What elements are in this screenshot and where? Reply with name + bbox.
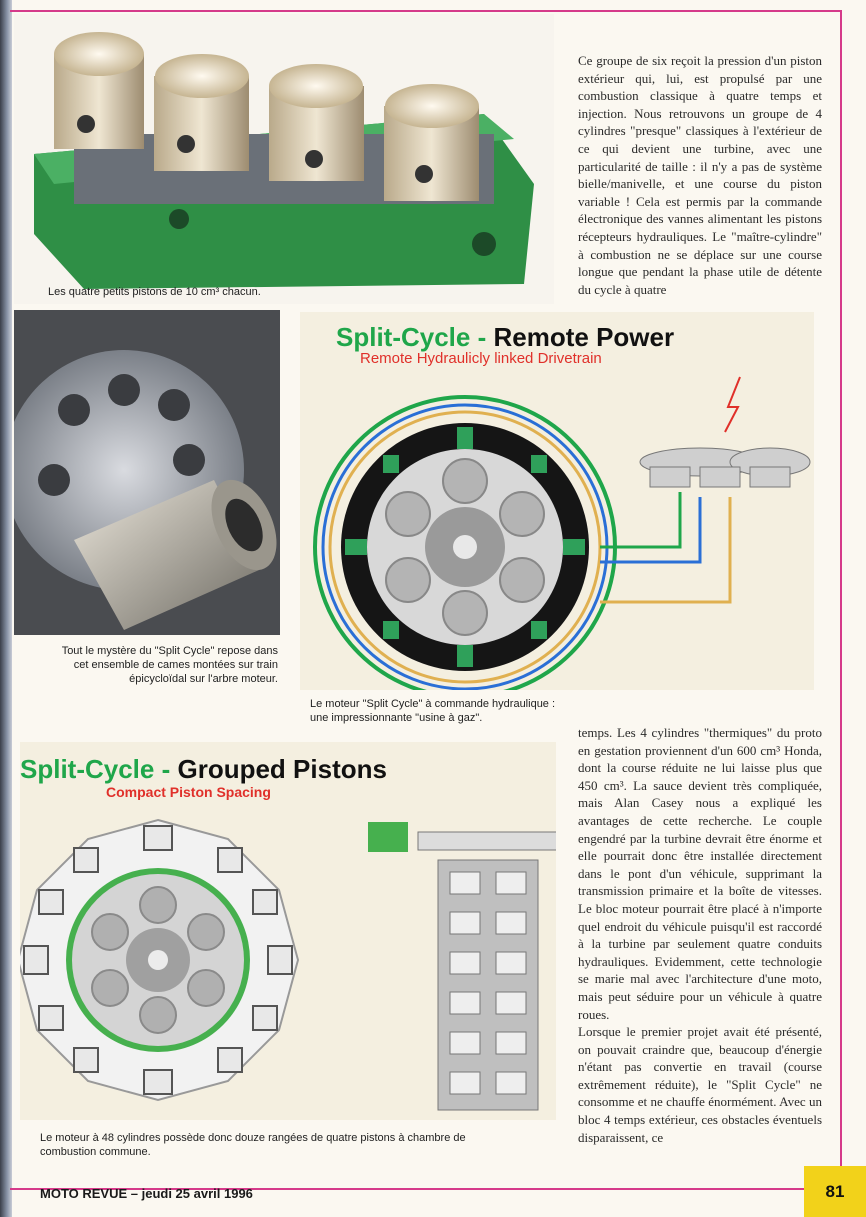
diagram-title-part-a: Split-Cycle - xyxy=(20,754,178,784)
page-number: 81 xyxy=(804,1166,866,1217)
diagram-title xyxy=(20,754,387,785)
diagram-grouped-pistons xyxy=(20,742,556,1120)
article-paragraph: Ce groupe de six reçoit la pression d'un piston extérieur qui, lui, est propulsé par une combustion classique à quatre temps et injection. Nous retrouvons un groupe de 4 cylindres "presque" classiques à l'extérieur de ce qui devient une turbine, avec une particularité de taille : il n'y a pas de système bielle/manivelle, et une course du piston variable ! Cela est permis par la commande électronique des vannes alimentant les pistons récepteurs hydrauliques. Le "maître-cylindre" à combustion ne se déplace sur une course longue que pendant la phase utile de détente du cycle à quatre xyxy=(578,53,822,297)
caption-pistons: Les quatre petits pistons de 10 cm³ chacun. xyxy=(48,286,261,298)
photo-cams xyxy=(14,310,280,635)
caption-cams: Tout le mystère du "Split Cycle" repose dans cet ensemble de cames montées sur train épicycloïdal sur l'arbre moteur. xyxy=(61,645,278,685)
caption-remote-power: Le moteur "Split Cycle" à commande hydraulique : une impressionnante "usine à gaz". xyxy=(310,698,556,724)
diagram-title xyxy=(336,322,674,353)
diagram-remote-power xyxy=(300,312,814,690)
diagram-title-part-a: Split-Cycle - xyxy=(336,322,494,352)
diagram-title-part-b: Remote Power xyxy=(493,322,675,352)
article-column-1 xyxy=(578,52,822,298)
publication-footer: MOTO REVUE – jeudi 25 avril 1996 xyxy=(40,1186,253,1201)
caption-grouped-pistons: Le moteur à 48 cylindres possède donc douze rangées de quatre pistons à chambre de combustion commune. xyxy=(40,1132,466,1158)
article-column-2 xyxy=(578,724,822,1146)
diagram-subtitle: Compact Piston Spacing xyxy=(106,784,271,800)
article-paragraph: Lorsque le premier projet avait été présenté, on pouvait craindre que, beaucoup d'énergie n'étant pas convertie en travail (course extrêmement réduite), le "Split Cycle" ne consomme et ne chauffe énormément. Avec un bloc 4 temps extérieur, ces obstacles éventuels disparaissent, ce xyxy=(578,1024,822,1145)
article-paragraph: temps. Les 4 cylindres "thermiques" du proto en gestation proviennent d'un 600 cm³ Honda, dont la course réduite ne lui laisse plus que 450 cm³. La sauce devient très compliquée, mais Alan Casey nous a expliqué les avantages de cette recherche. Le couple engendré par la turbine devrait être énorme et elle pourrait donc être installée directement dans le pont d'un véhicule, supprimant la transmission primaire et la boîte de vitesses. Le bloc moteur pourrait être placé à n'importe quel endroit du véhicule puisqu'il est raccordé à la turbine par seulement quatre conduits hydrauliques. Evidemment, cette technologie se marie mal avec l'architecture d'une moto, mais peut séduire pour un véhicule à quatre roues. xyxy=(578,725,822,1022)
diagram-subtitle: Remote Hydraulicly linked Drivetrain xyxy=(360,350,602,367)
photo-pistons xyxy=(14,14,554,304)
diagram-title-part-b: Grouped Pistons xyxy=(177,754,387,784)
